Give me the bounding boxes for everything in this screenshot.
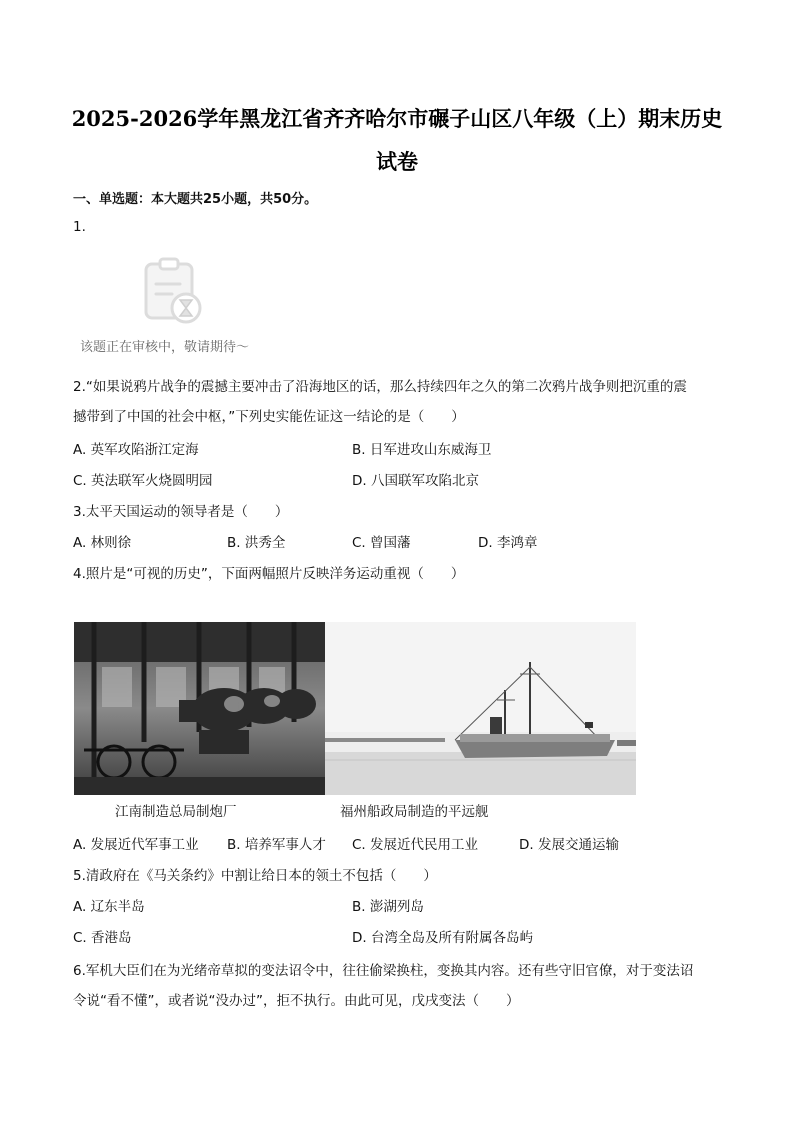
page-title-line-2: 试卷	[376, 149, 418, 174]
q5-option-b[interactable]: B. 澎湖列岛	[352, 899, 424, 915]
q2-option-d[interactable]: D. 八国联军攻陷北京	[352, 473, 479, 489]
q6-stem-line-1: 6.军机大臣们在为光绪帝草拟的变法诏令中，往往偷梁换柱，变换其内容。还有些守旧官僚，对于变法诏	[73, 963, 694, 979]
q3-option-d[interactable]: D. 李鸿章	[478, 535, 538, 551]
q2-option-a[interactable]: A. 英军攻陷浙江定海	[73, 442, 199, 458]
q2-option-b[interactable]: B. 日军进攻山东威海卫	[352, 442, 492, 458]
q5-stem: 5.清政府在《马关条约》中割让给日本的领土不包括（ ）	[73, 868, 437, 884]
q3-stem: 3.太平天国运动的领导者是（ ）	[73, 504, 289, 520]
page-title-line-1: 2025-2026学年黑龙江省齐齐哈尔市碾子山区八年级（上）期末历史	[71, 106, 723, 131]
q2-option-c[interactable]: C. 英法联军火烧圆明园	[73, 473, 213, 489]
q1-pending-notice: 该题正在审核中，敬请期待～	[80, 340, 250, 355]
warship-photo	[325, 622, 636, 795]
q4-stem: 4.照片是“可视的历史”，下面两幅照片反映洋务运动重视（ ）	[73, 566, 465, 582]
clipboard-hourglass-icon	[138, 256, 208, 326]
q4-option-c[interactable]: C. 发展近代民用工业	[352, 837, 479, 853]
q5-option-c[interactable]: C. 香港岛	[73, 930, 132, 946]
q2-stem-line-2: 撼带到了中国的社会中枢，”下列史实能佐证这一结论的是（ ）	[73, 409, 465, 425]
q4-option-d[interactable]: D. 发展交通运输	[519, 837, 619, 853]
q3-option-c[interactable]: C. 曾国藩	[352, 535, 411, 551]
q2-stem-line-1: 2.“如果说鸦片战争的震撼主要冲击了沿海地区的话，那么持续四年之久的第二次鸦片战争则把沉重的震	[73, 379, 687, 395]
q3-option-a[interactable]: A. 林则徐	[73, 535, 132, 551]
q5-option-a[interactable]: A. 辽东半岛	[73, 899, 145, 915]
q1-number: 1.	[73, 219, 86, 235]
q3-option-b[interactable]: B. 洪秀全	[227, 535, 286, 551]
q4-option-a[interactable]: A. 发展近代军事工业	[73, 837, 199, 853]
q6-stem-line-2: 令说“看不懂”，或者说“没办过”，拒不执行。由此可见，戊戌变法（ ）	[73, 993, 520, 1009]
section-heading: 一、单选题：本大题共25小题，共50分。	[73, 192, 318, 207]
warship-photo-caption: 福州船政局制造的平远舰	[340, 804, 489, 820]
arsenal-photo	[74, 622, 325, 795]
q4-option-b[interactable]: B. 培养军事人才	[227, 837, 326, 853]
q5-option-d[interactable]: D. 台湾全岛及所有附属各岛屿	[352, 930, 533, 946]
arsenal-photo-caption: 江南制造总局制炮厂	[115, 804, 237, 820]
